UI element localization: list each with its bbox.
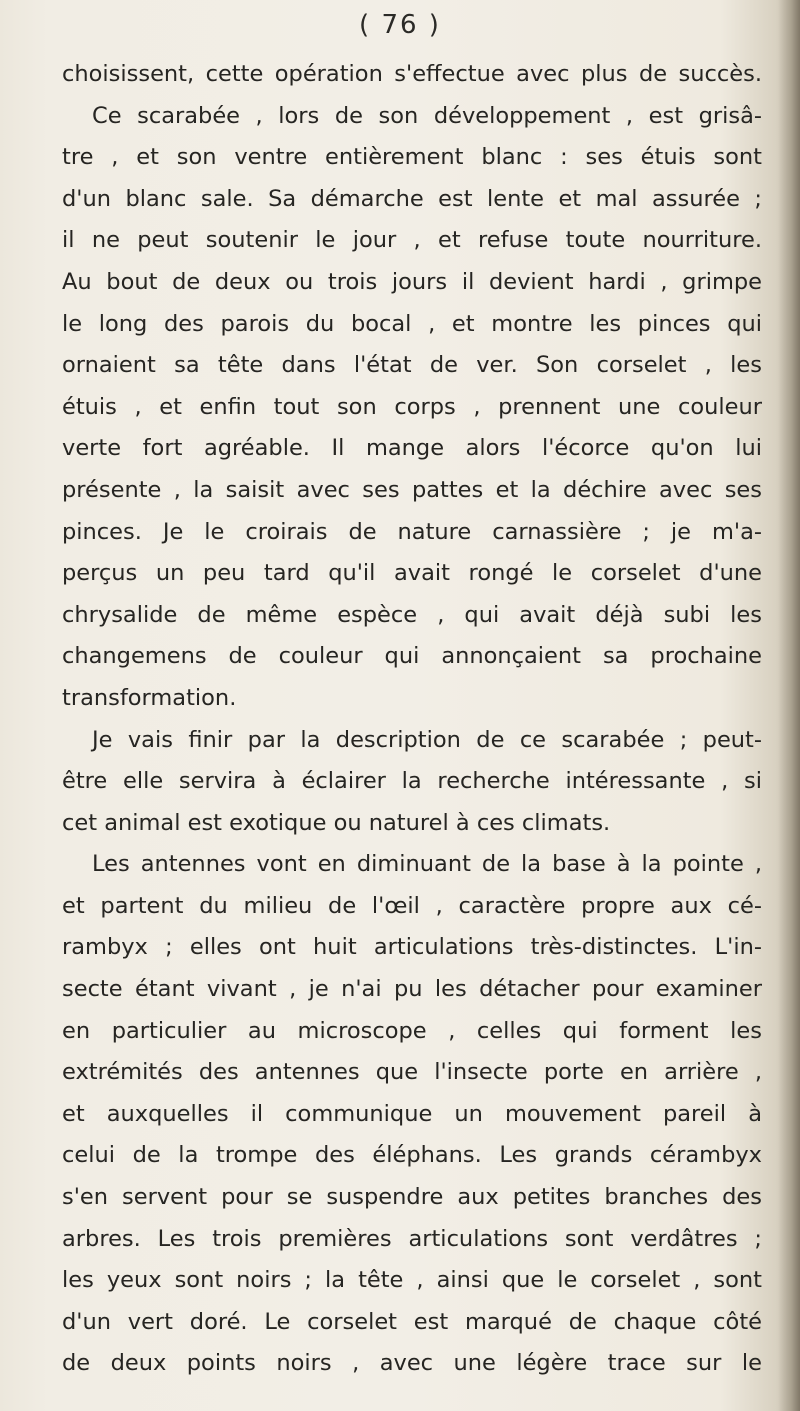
text-line: présente , la saisit avec ses pattes et la déchire avec ses — [62, 476, 762, 503]
page-number: ( 76 ) — [359, 10, 441, 40]
text-line: choisissent, cette opération s'effectue avec plus de succès. — [62, 61, 762, 87]
text-line: étuis , et enfin tout son corps , prennent une couleur — [62, 393, 762, 420]
text-line: s'en servent pour se suspendre aux petites branches des — [62, 1184, 762, 1211]
text-line: d'un vert doré. Le corselet est marqué de chaque côté — [62, 1308, 762, 1335]
text-line: secte étant vivant , je n'ai pu les détacher pour examiner — [62, 976, 762, 1003]
text-line: ornaient sa tête dans l'état de ver. Son corselet , les — [62, 352, 762, 379]
text-line: il ne peut soutenir le jour , et refuse toute nourriture. — [62, 227, 762, 254]
text-line: arbres. Les trois premières articulations sont verdâtres ; — [62, 1225, 762, 1252]
text-line: rambyx ; elles ont huit articulations très-distinctes. L'in- — [62, 934, 762, 961]
text-line: cet animal est exotique ou naturel à ces climats. — [62, 809, 611, 836]
text-line: et partent du milieu de l'œil , caractère propre aux cé- — [62, 892, 762, 919]
text-line: être elle servira à éclairer la recherche intéressante , si — [62, 768, 762, 795]
text-line: chrysalide de même espèce , qui avait déjà subi les — [62, 601, 762, 628]
text-line: et auxquelles il communique un mouvement pareil à — [62, 1100, 762, 1127]
text-line: changemens de couleur qui annonçaient sa prochaine — [62, 643, 762, 670]
text-line: transformation. — [62, 684, 237, 711]
text-line: celui de la trompe des éléphans. Les grands cérambyx — [62, 1142, 762, 1169]
text-line: pinces. Je le croirais de nature carnassière ; je m'a- — [62, 518, 762, 545]
text-line: les yeux sont noirs ; la tête , ainsi que le corselet , sont — [62, 1267, 762, 1294]
body-text — [62, 54, 762, 1385]
text-line: en particulier au microscope , celles qui forment les — [62, 1017, 762, 1044]
text-line: Les antennes vont en diminuant de la base à la pointe , — [92, 851, 762, 878]
text-line: d'un blanc sale. Sa démarche est lente et mal assurée ; — [62, 185, 762, 212]
text-line: Au bout de deux ou trois jours il devient hardi , grimpe — [62, 268, 762, 295]
text-line: perçus un peu tard qu'il avait rongé le corselet d'une — [62, 560, 762, 587]
text-line: extrémités des antennes que l'insecte porte en arrière , — [62, 1059, 762, 1086]
text-line: le long des parois du bocal , et montre les pinces qui — [62, 310, 762, 337]
text-line: Ce scarabée , lors de son développement , est grisâ- — [92, 102, 762, 129]
page-edge-shadow — [778, 0, 800, 1411]
text-line: verte fort agréable. Il mange alors l'écorce qu'on lui — [62, 435, 762, 462]
text-line: Je vais finir par la description de ce scarabée ; peut- — [92, 726, 762, 753]
text-line: tre , et son ventre entièrement blanc : ses étuis sont — [62, 144, 762, 171]
text-line: de deux points noirs , avec une légère trace sur le — [62, 1350, 762, 1377]
